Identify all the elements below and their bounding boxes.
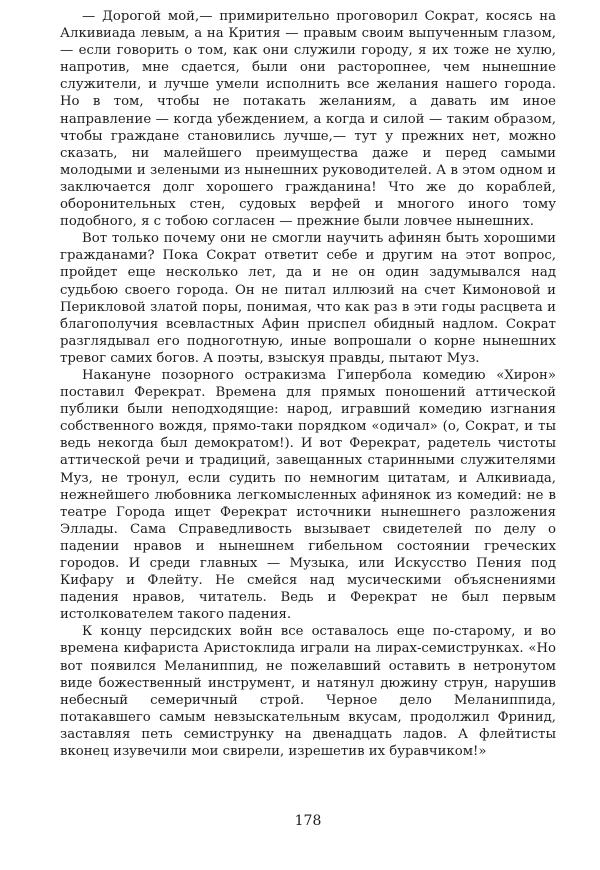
book-page (60, 8, 556, 838)
paragraph-2: Вот только почему они не смогли научить афинян быть хорошими гражданами? Пока Сократ ответит себе и другим на этот вопрос, пройдет еще несколько лет, да и не он один задумывался над судьбою своего города. Он не питал иллюзий на счет Кимоновой и Перикловой златой поры, понимая, что как раз в эти годы расцвета и благополучия всевластных Афин приспел обидный надлом. Сократ разглядывал его подноготную, иные вопрошали о корне нынешних тревог самих богов. А поэты, взыскуя правды, пытают Муз. (60, 231, 556, 366)
page-number: 178 (294, 813, 322, 829)
paragraph-4: К концу персидских войн все оставалось еще по-старому, и во времена кифариста Аристоклида играли на лирах-семиструнках. «Но вот появился Меланиппид, не пожелавший оставить в нетронутом виде божественный инструмент, и натянул дюжину струн, нарушив небесный семеричный строй. Черное дело Меланиппида, потакавшего самым невзыскательным вкусам, продолжил Фринид, заставляя петь семиструнку на двенадцать ладов. А флейтисты вконец изувечили мои свирели, изрешетив их буравчиком!» (60, 624, 556, 760)
paragraph-3: Накануне позорного остракизма Гипербола комедию «Хирон» поставил Ферекрат. Времена для прямых поношений аттической публики были неподходящие: народ, игравший комедию изгнания собственного вождя, прямо-таки порядком «одичал» (о, Сократ, и ты ведь некогда был демократом!). И вот Ферекрат, радетель чистоты аттической речи и традиций, завещанных старинными служителями Муз, не тронул, если судить по немногим цитатам, и Алкивиада, нежнейшего любовника легкомысленных афинянок из комедий: не в театре Города ищет Ферекрат источники нынешнего разложения Эллады. Сама Справедливость вызывает свидетелей по делу о падении нравов и нынешнем гибельном состоянии греческих городов. И среди главных — Музыка, или Искусство Пения под Кифару и Флейту. Не смейся над мусическими объяснениями падения нравов, читатель. Ведь и Ферекрат не был первым истолкователем такого падения. (60, 367, 556, 623)
main-text (60, 8, 556, 760)
paragraph-1: — Дорогой мой,— примирительно проговорил Сократ, косясь на Алкивиада левым, а на Крития — правым своим выпученным глазом,— если говорить о том, как они служили городу, я их тоже не хулю, напротив, мне сдается, были они расторопнее, чем нынешние служители, и лучше умели исполнить все желания нашего города. Но в том, чтобы не потакать желаниям, а давать им иное направление — когда убеждением, а когда и силой — таким образом, чтобы граждане становились лучше,— тут у прежних нет, можно сказать, ни малейшего преимущества даже и перед самыми молодыми и зелеными из нынешних руководителей. А в этом одном и заключается долг хорошего гражданина! Что же до кораблей, оборонительных стен, судовых верфей и многого иного тому подобного, я с тобою согласен — прежние были ловчее нынешних. (60, 9, 556, 230)
